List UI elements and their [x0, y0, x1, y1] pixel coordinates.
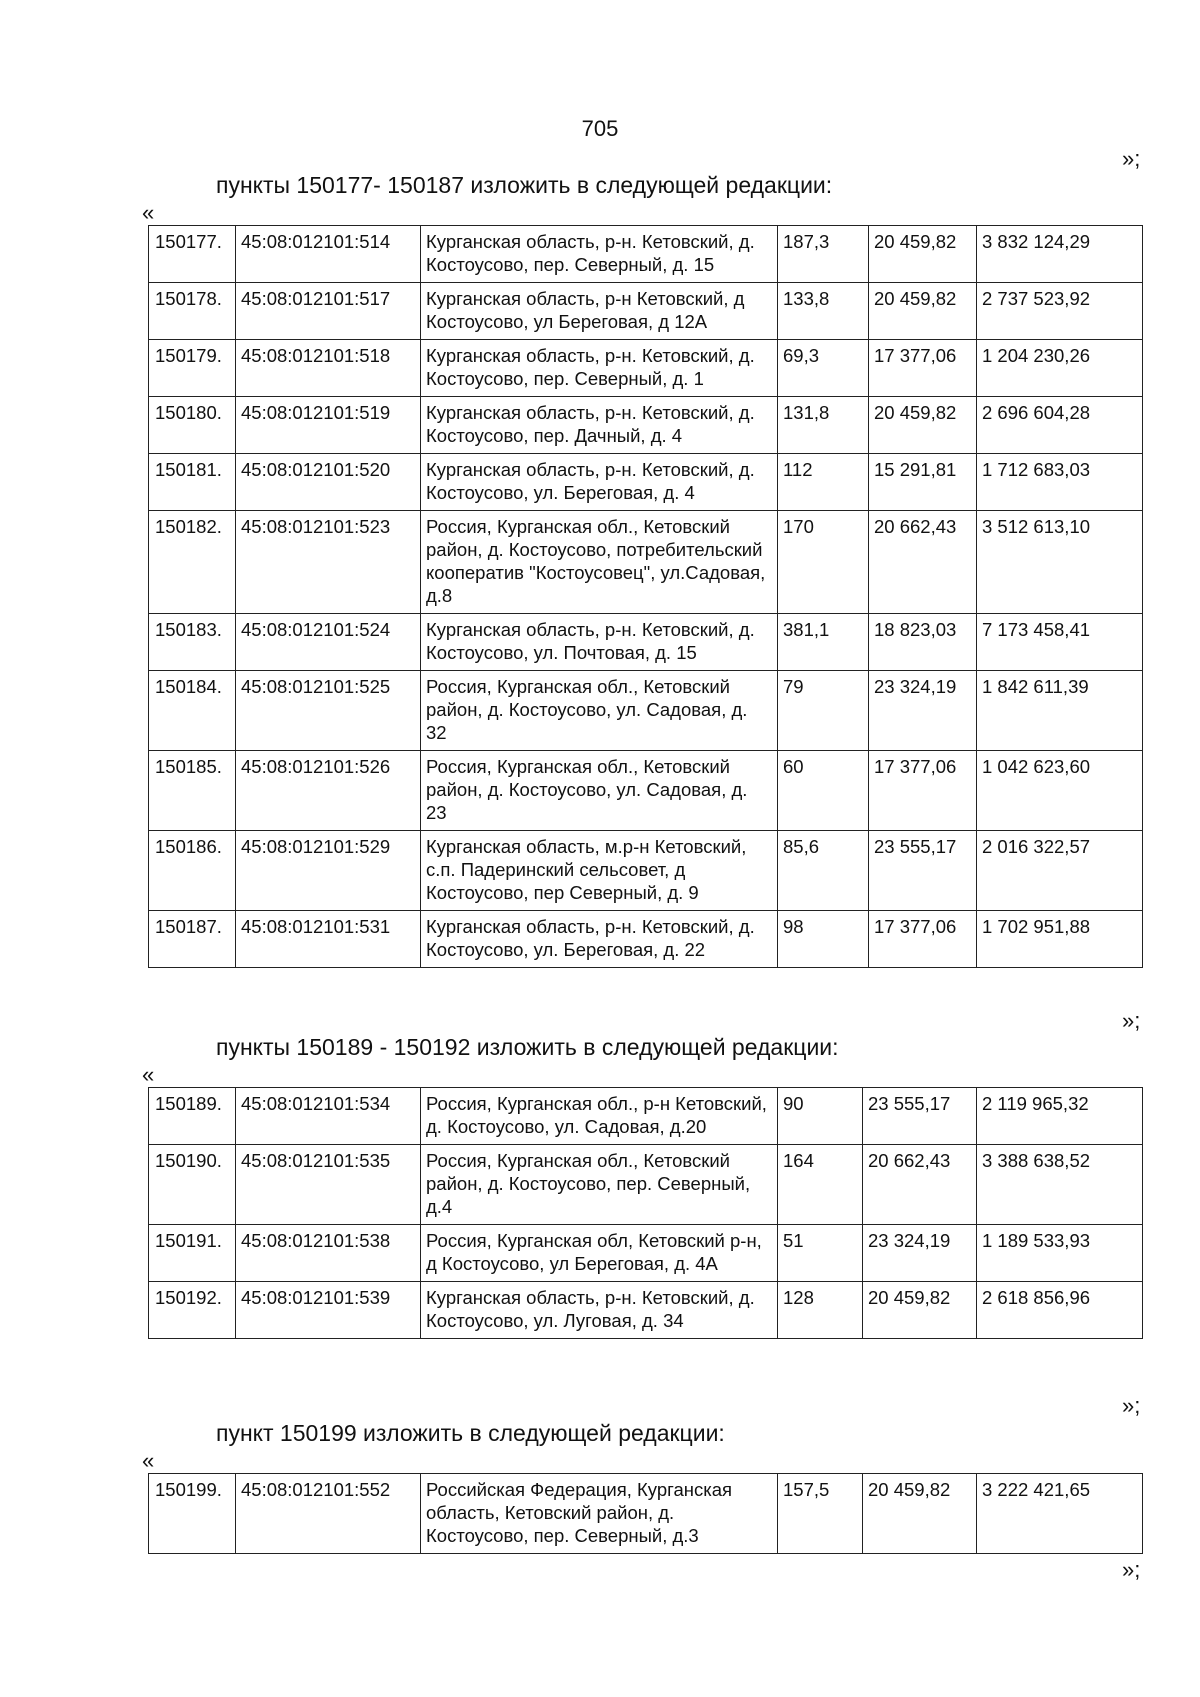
cadastral-number-cell: 45:08:012101:526 [236, 751, 421, 831]
cadastral-value-cell: 3 832 124,29 [977, 226, 1143, 283]
rate-cell: 23 324,19 [869, 671, 977, 751]
area-cell: 157,5 [778, 1474, 863, 1554]
cadastral-value-cell: 1 702 951,88 [977, 911, 1143, 968]
area-cell: 79 [778, 671, 869, 751]
address-cell: Курганская область, р-н. Кетовский, д. Костоусово, ул. Береговая, д. 4 [421, 454, 778, 511]
area-cell: 85,6 [778, 831, 869, 911]
cadastral-number-cell: 45:08:012101:538 [236, 1225, 421, 1282]
area-cell: 128 [778, 1282, 863, 1339]
area-cell: 112 [778, 454, 869, 511]
address-cell: Курганская область, р-н. Кетовский, д. Костоусово, ул. Береговая, д. 22 [421, 911, 778, 968]
property-table-2 [148, 1087, 1143, 1339]
address-cell: Россия, Курганская обл., Кетовский район, д. Костоусово, ул. Садовая, д. 23 [421, 751, 778, 831]
table-row [149, 283, 1143, 340]
rate-cell: 23 555,17 [863, 1088, 977, 1145]
row-number-cell: 150184. [149, 671, 236, 751]
address-cell: Российская Федерация, Курганская область, Кетовский район, д. Костоусово, пер. Северный, д.3 [421, 1474, 778, 1554]
cadastral-value-cell: 7 173 458,41 [977, 614, 1143, 671]
cadastral-number-cell: 45:08:012101:534 [236, 1088, 421, 1145]
close-quote: »; [1122, 1008, 1141, 1033]
cadastral-value-cell: 1 189 533,93 [977, 1225, 1143, 1282]
property-table-3 [148, 1473, 1143, 1554]
row-number-cell: 150191. [149, 1225, 236, 1282]
address-cell: Курганская область, р-н. Кетовский, д. Костоусово, ул. Почтовая, д. 15 [421, 614, 778, 671]
page-number: 705 [581, 116, 619, 141]
cadastral-number-cell: 45:08:012101:525 [236, 671, 421, 751]
cadastral-number-cell: 45:08:012101:514 [236, 226, 421, 283]
table-row [149, 911, 1143, 968]
area-cell: 90 [778, 1088, 863, 1145]
close-quote: »; [1122, 146, 1141, 171]
row-number-cell: 150182. [149, 511, 236, 614]
close-quote: »; [1122, 1557, 1141, 1582]
table-row [149, 671, 1143, 751]
rate-cell: 23 324,19 [863, 1225, 977, 1282]
open-quote: « [142, 200, 155, 225]
row-number-cell: 150177. [149, 226, 236, 283]
rate-cell: 18 823,03 [869, 614, 977, 671]
cadastral-value-cell: 1 712 683,03 [977, 454, 1143, 511]
area-cell: 133,8 [778, 283, 869, 340]
address-cell: Россия, Курганская обл, Кетовский р-н, д Костоусово, ул Береговая, д. 4А [421, 1225, 778, 1282]
address-cell: Курганская область, р-н. Кетовский, д. Костоусово, пер. Северный, д. 1 [421, 340, 778, 397]
area-cell: 381,1 [778, 614, 869, 671]
area-cell: 69,3 [778, 340, 869, 397]
row-number-cell: 150199. [149, 1474, 236, 1554]
address-cell: Курганская область, м.р-н Кетовский, с.п. Падеринский сельсовет, д Костоусово, пер Северный, д. 9 [421, 831, 778, 911]
rate-cell: 23 555,17 [869, 831, 977, 911]
area-cell: 60 [778, 751, 869, 831]
cadastral-value-cell: 1 042 623,60 [977, 751, 1143, 831]
property-table-1 [148, 225, 1143, 968]
address-cell: Россия, Курганская обл., Кетовский район, д. Костоусово, пер. Северный, д.4 [421, 1145, 778, 1225]
cadastral-number-cell: 45:08:012101:552 [236, 1474, 421, 1554]
section-instruction: пункт 150199 изложить в следующей редакции: [216, 1420, 725, 1446]
area-cell: 164 [778, 1145, 863, 1225]
cadastral-value-cell: 1 842 611,39 [977, 671, 1143, 751]
table-row [149, 751, 1143, 831]
row-number-cell: 150189. [149, 1088, 236, 1145]
rate-cell: 15 291,81 [869, 454, 977, 511]
rate-cell: 17 377,06 [869, 340, 977, 397]
cadastral-number-cell: 45:08:012101:524 [236, 614, 421, 671]
table-row [149, 1088, 1143, 1145]
row-number-cell: 150190. [149, 1145, 236, 1225]
cadastral-value-cell: 2 696 604,28 [977, 397, 1143, 454]
rate-cell: 17 377,06 [869, 911, 977, 968]
open-quote: « [142, 1062, 155, 1087]
address-cell: Курганская область, р-н. Кетовский, д. Костоусово, ул. Луговая, д. 34 [421, 1282, 778, 1339]
cadastral-value-cell: 2 618 856,96 [977, 1282, 1143, 1339]
rate-cell: 20 459,82 [869, 397, 977, 454]
cadastral-value-cell: 3 388 638,52 [977, 1145, 1143, 1225]
row-number-cell: 150178. [149, 283, 236, 340]
close-quote: »; [1122, 1393, 1141, 1418]
table-row [149, 614, 1143, 671]
rate-cell: 20 459,82 [869, 226, 977, 283]
table-row [149, 454, 1143, 511]
address-cell: Курганская область, р-н. Кетовский, д. Костоусово, пер. Северный, д. 15 [421, 226, 778, 283]
cadastral-number-cell: 45:08:012101:523 [236, 511, 421, 614]
row-number-cell: 150186. [149, 831, 236, 911]
address-cell: Россия, Курганская обл., р-н Кетовский, д. Костоусово, ул. Садовая, д.20 [421, 1088, 778, 1145]
cadastral-number-cell: 45:08:012101:531 [236, 911, 421, 968]
table-row [149, 340, 1143, 397]
cadastral-value-cell: 2 119 965,32 [977, 1088, 1143, 1145]
table-row [149, 1474, 1143, 1554]
row-number-cell: 150181. [149, 454, 236, 511]
row-number-cell: 150179. [149, 340, 236, 397]
rate-cell: 20 459,82 [863, 1474, 977, 1554]
address-cell: Россия, Курганская обл., Кетовский район, д. Костоусово, ул. Садовая, д. 32 [421, 671, 778, 751]
cadastral-number-cell: 45:08:012101:535 [236, 1145, 421, 1225]
row-number-cell: 150180. [149, 397, 236, 454]
cadastral-value-cell: 3 222 421,65 [977, 1474, 1143, 1554]
section-instruction: пункты 150177- 150187 изложить в следующей редакции: [216, 172, 833, 198]
table-row [149, 226, 1143, 283]
table-row [149, 831, 1143, 911]
row-number-cell: 150183. [149, 614, 236, 671]
row-number-cell: 150187. [149, 911, 236, 968]
rate-cell: 20 459,82 [863, 1282, 977, 1339]
table-row [149, 397, 1143, 454]
cadastral-value-cell: 2 737 523,92 [977, 283, 1143, 340]
address-cell: Россия, Курганская обл., Кетовский район, д. Костоусово, потребительский кооператив "Костоусовец", ул.Садовая, д.8 [421, 511, 778, 614]
area-cell: 98 [778, 911, 869, 968]
row-number-cell: 150192. [149, 1282, 236, 1339]
open-quote: « [142, 1448, 155, 1473]
table-row [149, 1282, 1143, 1339]
cadastral-number-cell: 45:08:012101:519 [236, 397, 421, 454]
rate-cell: 17 377,06 [869, 751, 977, 831]
area-cell: 170 [778, 511, 869, 614]
cadastral-number-cell: 45:08:012101:539 [236, 1282, 421, 1339]
rate-cell: 20 459,82 [869, 283, 977, 340]
address-cell: Курганская область, р-н. Кетовский, д. Костоусово, пер. Дачный, д. 4 [421, 397, 778, 454]
cadastral-value-cell: 1 204 230,26 [977, 340, 1143, 397]
rate-cell: 20 662,43 [869, 511, 977, 614]
cadastral-value-cell: 2 016 322,57 [977, 831, 1143, 911]
table-row [149, 1145, 1143, 1225]
address-cell: Курганская область, р-н Кетовский, д Костоусово, ул Береговая, д 12А [421, 283, 778, 340]
area-cell: 187,3 [778, 226, 869, 283]
table-row [149, 511, 1143, 614]
section-instruction: пункты 150189 - 150192 изложить в следующей редакции: [216, 1034, 839, 1060]
row-number-cell: 150185. [149, 751, 236, 831]
cadastral-number-cell: 45:08:012101:529 [236, 831, 421, 911]
cadastral-number-cell: 45:08:012101:518 [236, 340, 421, 397]
cadastral-number-cell: 45:08:012101:517 [236, 283, 421, 340]
cadastral-number-cell: 45:08:012101:520 [236, 454, 421, 511]
rate-cell: 20 662,43 [863, 1145, 977, 1225]
area-cell: 51 [778, 1225, 863, 1282]
cadastral-value-cell: 3 512 613,10 [977, 511, 1143, 614]
table-row [149, 1225, 1143, 1282]
area-cell: 131,8 [778, 397, 869, 454]
